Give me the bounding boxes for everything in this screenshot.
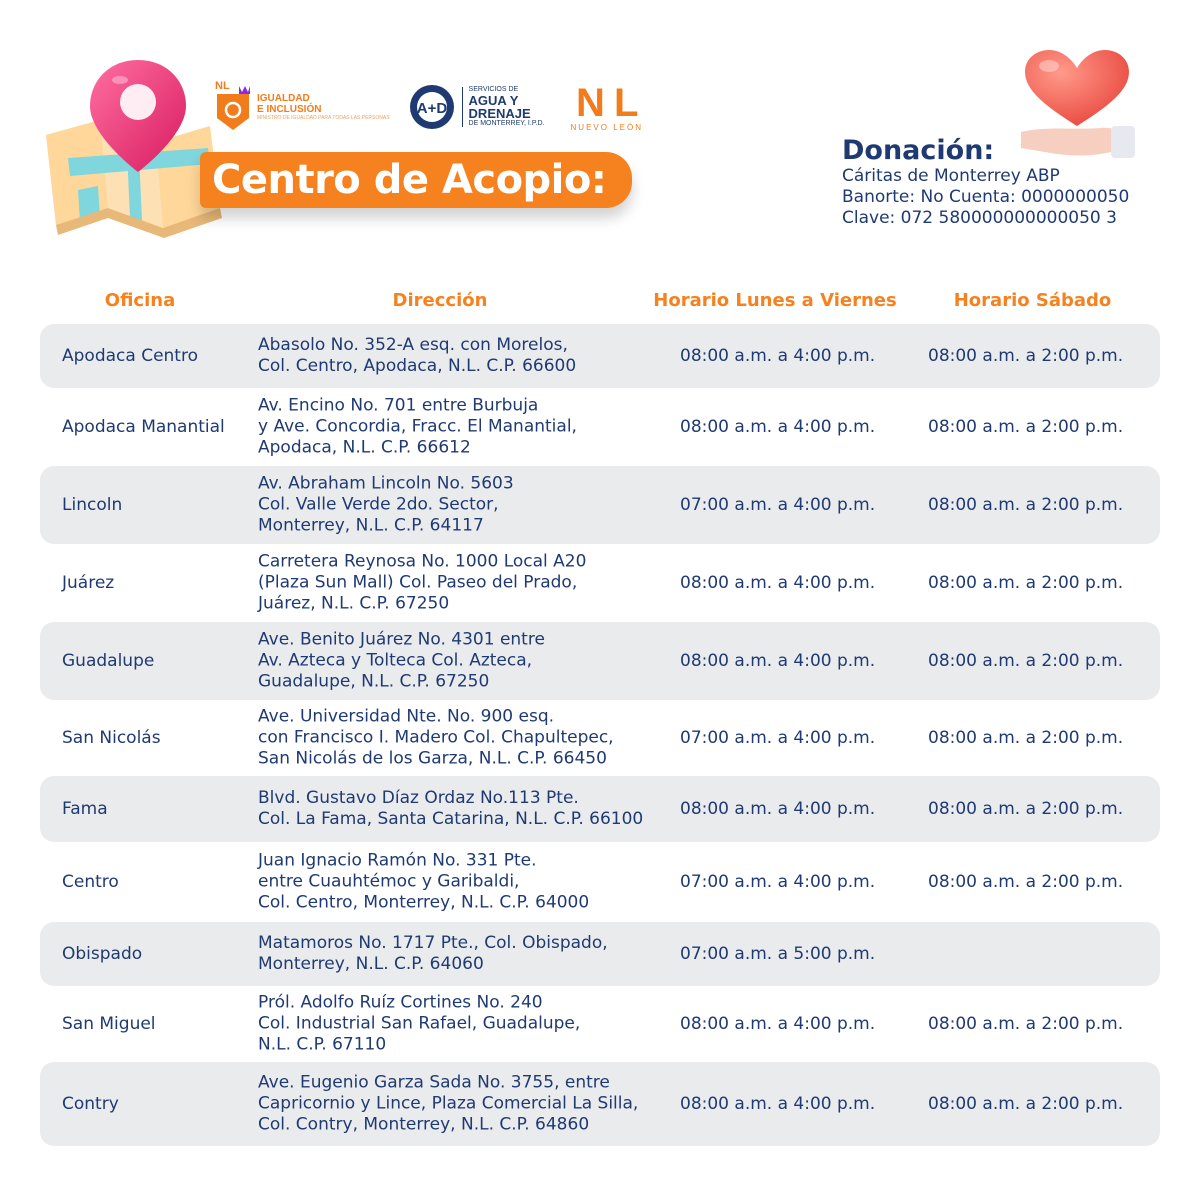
donation-title: Donación:: [842, 135, 995, 166]
table-row: [40, 324, 1160, 388]
igualdad-inclusion-logo: [215, 82, 390, 132]
table-row: [40, 1062, 1160, 1146]
office-address: [258, 788, 643, 830]
title-banner: [200, 152, 632, 208]
saturday-hours: 08:00 a.m. a 2:00 p.m.: [928, 573, 1124, 593]
office-name: Apodaca Centro: [62, 346, 198, 366]
nuevo-leon-sub: NUEVO LEÓN: [570, 122, 643, 132]
weekday-hours: 07:00 a.m. a 5:00 p.m.: [680, 944, 876, 964]
address-line: con Francisco I. Madero Col. Chapultepec,: [258, 727, 614, 748]
saturday-hours: 08:00 a.m. a 2:00 p.m.: [928, 799, 1124, 819]
weekday-hours: 08:00 a.m. a 4:00 p.m.: [680, 573, 876, 593]
weekday-hours: 07:00 a.m. a 4:00 p.m.: [680, 728, 876, 748]
weekday-hours: 08:00 a.m. a 4:00 p.m.: [680, 799, 876, 819]
address-line: Guadalupe, N.L. C.P. 67250: [258, 671, 490, 692]
address-line: Av. Azteca y Tolteca Col. Azteca,: [258, 650, 533, 671]
igualdad-line2: E INCLUSIÓN: [257, 104, 322, 115]
header-weekday: Horario Lunes a Viernes: [653, 290, 897, 311]
weekday-hours: 08:00 a.m. a 4:00 p.m.: [680, 417, 876, 437]
address-line: Juárez, N.L. C.P. 67250: [258, 593, 450, 614]
address-line: Matamoros No. 1717 Pte., Col. Obispado,: [258, 933, 608, 953]
weekday-hours: 07:00 a.m. a 4:00 p.m.: [680, 495, 876, 515]
igualdad-tagline: MINISTRO DE IGUALDAD PARA TODAS LAS PERSONAS: [257, 115, 390, 121]
office-name: San Miguel: [62, 1014, 156, 1034]
header-address: Dirección: [392, 290, 488, 311]
office-address: [258, 474, 514, 537]
nl-mark: NL: [215, 80, 230, 92]
table-row: [40, 700, 1160, 776]
weekday-hours: 08:00 a.m. a 4:00 p.m.: [680, 1094, 876, 1114]
svg-text:A+D: A+D: [416, 100, 447, 117]
address-line: Pról. Adolfo Ruíz Cortines No. 240: [258, 992, 543, 1013]
donation-line-1: Cáritas de Monterrey ABP: [842, 166, 1060, 186]
address-line: Capricornio y Lince, Plaza Comercial La Silla,: [258, 1093, 639, 1114]
table-row: [40, 986, 1160, 1062]
office-address: [258, 552, 586, 615]
office-name: Centro: [62, 872, 119, 892]
offices-table: [40, 324, 1160, 1146]
saturday-hours: 08:00 a.m. a 2:00 p.m.: [928, 495, 1124, 515]
office-address: [258, 396, 577, 459]
office-name: San Nicolás: [62, 728, 161, 748]
address-line: Col. Industrial San Rafael, Guadalupe,: [258, 1013, 581, 1034]
map-pin-icon: [38, 40, 228, 255]
table-row: [40, 622, 1160, 700]
address-line: San Nicolás de los Garza, N.L. C.P. 66450: [258, 748, 607, 769]
address-line: Col. Centro, Apodaca, N.L. C.P. 66600: [258, 356, 577, 376]
nuevo-leon-mark: N L: [576, 80, 638, 125]
saturday-hours: 08:00 a.m. a 2:00 p.m.: [928, 417, 1124, 437]
office-address: [258, 707, 614, 770]
weekday-hours: 08:00 a.m. a 4:00 p.m.: [680, 651, 876, 671]
table-row: [40, 776, 1160, 842]
address-line: Ave. Eugenio Garza Sada No. 3755, entre: [258, 1072, 610, 1093]
address-line: Juan Ignacio Ramón No. 331 Pte.: [258, 850, 537, 871]
office-name: Apodaca Manantial: [62, 417, 225, 437]
office-address: [258, 851, 589, 914]
agua-small: SERVICIOS DE: [468, 86, 519, 93]
office-address: [258, 630, 545, 693]
saturday-hours: 08:00 a.m. a 2:00 p.m.: [928, 1014, 1124, 1034]
address-line: y Ave. Concordia, Fracc. El Manantial,: [258, 416, 577, 437]
page-title: Centro de Acopio:: [212, 157, 607, 203]
agua-small2: DE MONTERREY, I.P.D.: [468, 120, 545, 127]
donation-line-2: Banorte: No Cuenta: 0000000050: [842, 187, 1130, 207]
nuevo-leon-logo: [570, 80, 643, 132]
table-header: [40, 290, 1160, 320]
address-line: N.L. C.P. 67110: [258, 1034, 387, 1055]
agua-drenaje-logo: [408, 83, 545, 131]
address-line: Abasolo No. 352-A esq. con Morelos,: [258, 335, 568, 355]
office-name: Juárez: [62, 573, 115, 593]
address-line: Monterrey, N.L. C.P. 64117: [258, 515, 484, 536]
weekday-hours: 08:00 a.m. a 4:00 p.m.: [680, 346, 876, 366]
office-name: Fama: [62, 799, 108, 819]
saturday-hours: 08:00 a.m. a 2:00 p.m.: [928, 346, 1124, 366]
office-name: Guadalupe: [62, 651, 155, 671]
address-line: Col. La Fama, Santa Catarina, N.L. C.P. 66100: [258, 809, 644, 829]
office-address: [258, 1073, 638, 1136]
office-name: Lincoln: [62, 495, 123, 515]
office-name: Contry: [62, 1094, 119, 1114]
address-line: Col. Centro, Monterrey, N.L. C.P. 64000: [258, 892, 590, 913]
address-line: Col. Valle Verde 2do. Sector,: [258, 494, 499, 515]
table-row: [40, 842, 1160, 922]
agua-drenaje-emblem-icon: [408, 83, 456, 131]
agua-big2: DRENAJE: [468, 106, 531, 121]
table-row: [40, 388, 1160, 466]
saturday-hours: 08:00 a.m. a 2:00 p.m.: [928, 1094, 1124, 1114]
office-address: [258, 335, 576, 377]
weekday-hours: 07:00 a.m. a 4:00 p.m.: [680, 872, 876, 892]
donation-line-3: Clave: 072 580000000000050 3: [842, 208, 1117, 228]
header-saturday: Horario Sábado: [953, 290, 1112, 311]
weekday-hours: 08:00 a.m. a 4:00 p.m.: [680, 1014, 876, 1034]
saturday-hours: 08:00 a.m. a 2:00 p.m.: [928, 872, 1124, 892]
igualdad-line1: IGUALDAD: [257, 93, 310, 104]
address-line: Apodaca, N.L. C.P. 66612: [258, 437, 471, 458]
donation-info: [842, 136, 1129, 229]
address-line: Col. Contry, Monterrey, N.L. C.P. 64860: [258, 1114, 590, 1135]
header-office: Oficina: [104, 290, 176, 311]
saturday-hours: 08:00 a.m. a 2:00 p.m.: [928, 651, 1124, 671]
office-address: [258, 993, 580, 1056]
address-line: Ave. Universidad Nte. No. 900 esq.: [258, 706, 555, 727]
logo-divider: [462, 87, 463, 127]
address-line: (Plaza Sun Mall) Col. Paseo del Prado,: [258, 572, 578, 593]
address-line: Blvd. Gustavo Díaz Ordaz No.113 Pte.: [258, 788, 579, 808]
address-line: Monterrey, N.L. C.P. 64060: [258, 954, 484, 974]
address-line: entre Cuauhtémoc y Garibaldi,: [258, 871, 520, 892]
office-name: Obispado: [62, 944, 143, 964]
office-address: [258, 933, 608, 975]
address-line: Av. Abraham Lincoln No. 5603: [258, 473, 514, 494]
address-line: Ave. Benito Juárez No. 4301 entre: [258, 629, 545, 650]
table-row: [40, 544, 1160, 622]
agua-big1: AGUA Y: [468, 93, 519, 108]
address-line: Carretera Reynosa No. 1000 Local A20: [258, 551, 587, 572]
table-row: [40, 922, 1160, 986]
address-line: Av. Encino No. 701 entre Burbuja: [258, 395, 539, 416]
table-row: [40, 466, 1160, 544]
saturday-hours: 08:00 a.m. a 2:00 p.m.: [928, 728, 1124, 748]
